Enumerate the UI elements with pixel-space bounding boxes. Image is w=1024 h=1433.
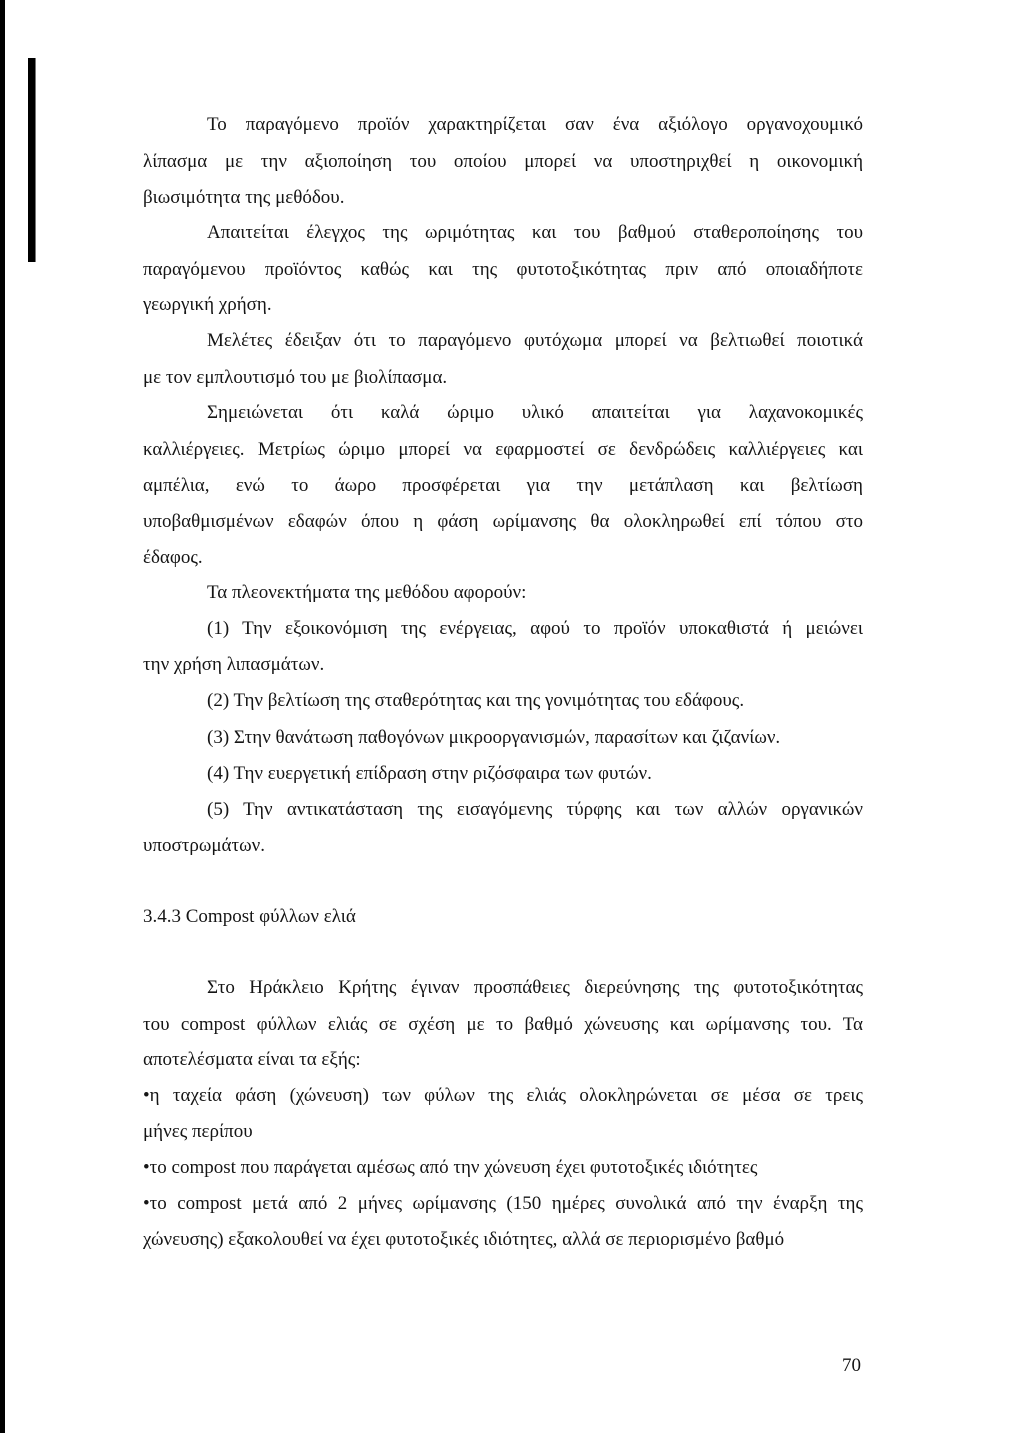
text-line: αποτελέσματα είναι τα εξής: bbox=[143, 1049, 361, 1070]
text-line: Απαιτείται έλεγχος της ωριμότητας και του βαθμού σταθεροποίησης του bbox=[207, 222, 863, 243]
text-line: λίπασμα με την αξιοποίηση του οποίου μπορεί να υποστηριχθεί η οικονομική bbox=[143, 151, 863, 172]
text-line: βιωσιμότητα της μεθόδου. bbox=[143, 187, 345, 208]
margin-bar bbox=[28, 58, 35, 262]
bullet-item: •η ταχεία φάση (χώνευση) των φύλων της ελιάς ολοκληρώνεται σε μέσα σε τρεις bbox=[143, 1085, 863, 1106]
text-line: καλλιέργειες. Μετρίως ώριμο μπορεί να εφαρμοστεί σε δενδρώδεις καλλιέργειες και bbox=[143, 439, 863, 460]
text-line: Στο Ηράκλειο Κρήτης έγιναν προσπάθειες διερεύνησης της φυτοτοξικότητας bbox=[207, 977, 863, 998]
text-line: χώνευσης) εξακολουθεί να έχει φυτοτοξικές ιδιότητες, αλλά σε περιορισμένο βαθμό bbox=[143, 1229, 785, 1250]
text-line: έδαφος. bbox=[143, 547, 203, 568]
text-line: Τα πλεονεκτήματα της μεθόδου αφορούν: bbox=[207, 582, 527, 603]
text-line: παραγόμενου προϊόντος καθώς και της φυτοτοξικότητας πριν από οποιαδήποτε bbox=[143, 259, 863, 280]
text-line: υποστρωμάτων. bbox=[143, 835, 265, 856]
page-number: 70 bbox=[842, 1355, 861, 1376]
bullet-item: •το compost που παράγεται αμέσως από την χώνευση έχει φυτοτοξικές ιδιότητες bbox=[143, 1157, 758, 1178]
text-line: με τον εμπλουτισμό του με βιολίπασμα. bbox=[143, 367, 448, 388]
text-line: υποβαθμισμένων εδαφών όπου η φάση ωρίμανσης θα ολοκληρωθεί επί τόπου στο bbox=[143, 511, 863, 532]
list-item: (5) Την αντικατάσταση της εισαγόμενης τύρφης και των αλλών οργανικών bbox=[207, 799, 863, 820]
scan-edge bbox=[0, 0, 5, 1433]
list-item: (1) Την εξοικονόμιση της ενέργειας, αφού το προϊόν υποκαθιστά ή μειώνει bbox=[207, 618, 863, 639]
list-item: (2) Την βελτίωση της σταθερότητας και της γονιμότητας του εδάφους. bbox=[207, 690, 745, 711]
text-line: την χρήση λιπασμάτων. bbox=[143, 654, 325, 675]
list-item: (3) Στην θανάτωση παθογόνων μικροοργανισμών, παρασίτων και ζιζανίων. bbox=[207, 727, 781, 748]
text-line: μήνες περίπου bbox=[143, 1121, 253, 1142]
text-line: Μελέτες έδειξαν ότι το παραγόμενο φυτόχωμα μπορεί να βελτιωθεί ποιοτικά bbox=[207, 330, 863, 351]
list-item: (4) Την ευεργετική επίδραση στην ριζόσφαιρα των φυτών. bbox=[207, 763, 652, 784]
bullet-item: •το compost μετά από 2 μήνες ωρίμανσης (150 ημέρες συνολικά από την έναρξη της bbox=[143, 1193, 863, 1214]
text-line: του compost φύλλων ελιάς σε σχέση με το βαθμό χώνευσης και ωρίμανσης του. Τα bbox=[143, 1014, 863, 1035]
margin-rule bbox=[35, 58, 36, 262]
section-heading: 3.4.3 Compost φύλλων ελιά bbox=[143, 906, 356, 927]
text-line: αμπέλια, ενώ το άωρο προσφέρεται για την μετάπλαση και βελτίωση bbox=[143, 475, 863, 496]
text-line: γεωργική χρήση. bbox=[143, 294, 272, 315]
text-line: Το παραγόμενο προϊόν χαρακτηρίζεται σαν ένα αξιόλογο οργανοχουμικό bbox=[207, 114, 863, 135]
text-line: Σημειώνεται ότι καλά ώριμο υλικό απαιτείται για λαχανοκομικές bbox=[207, 402, 863, 423]
